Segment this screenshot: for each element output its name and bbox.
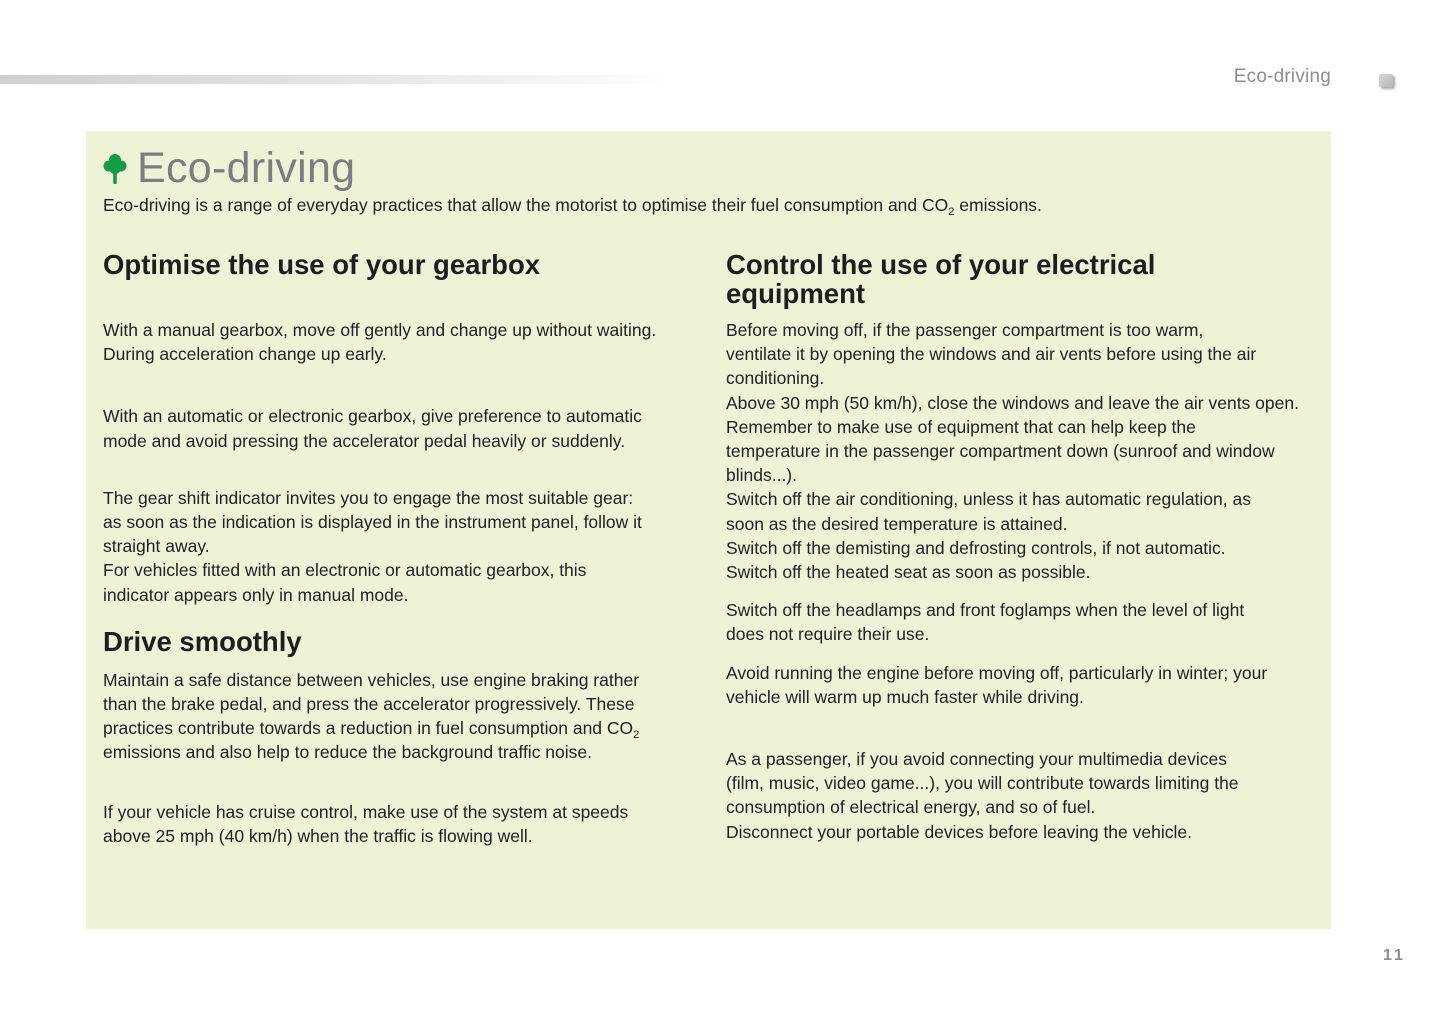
electrical-heading: Control the use of your electrical equipment: [726, 249, 1156, 309]
electrical-paragraph-multimedia: As a passenger, if you avoid connecting your multimedia devices (film, music, video game...), you will contribute towards limiting the consumption of electrical energy, and so of fuel. Disconnect your portable devices before leaving the vehicle.: [726, 749, 1239, 842]
electrical-paragraph-headlamps: Switch off the headlamps and front foglamps when the level of light does not require their use.: [726, 600, 1245, 645]
page-title-row: [103, 144, 355, 192]
drive-smoothly-heading: Drive smoothly: [103, 625, 302, 657]
left-column: [103, 250, 703, 848]
smooth-paragraph-distance: Maintain a safe distance between vehicles, use engine braking rather than the brake pedal, and press the accelerator progressively. These practices contribute towards a reduction in fuel consumption and $CO_2$ emissions and also help to reduce the background traffic noise.: [103, 669, 640, 763]
right-column: [726, 250, 1326, 844]
intro-text: Eco-driving is a range of everyday practices that allow the motorist to optimise their fuel consumption and $CO_2$ emissions.: [103, 195, 1042, 218]
electrical-paragraph-ventilation: Before moving off, if the passenger compartment is too warm, ventilate it by opening the windows and air vents before using the air conditioning. Above 30 mph (50 km/h), close the windows and leave the air vents open. Remember to make use of equipment that can help keep the temperature in the passenger compartment down (sunroof and window blinds...). Switch off the air conditioning, unless it has automatic regulation, as soon as the desired temperature is attained. Switch off the demisting and defrosting controls, if not automatic. Switch off the heated seat as soon as possible.: [726, 320, 1299, 583]
corner-square-icon: [1379, 74, 1393, 87]
page-number: 11: [1383, 947, 1406, 964]
header-rule: [0, 75, 670, 84]
page-title: Eco-driving: [137, 144, 356, 192]
running-header-title: Eco-driving: [1233, 66, 1331, 87]
gearbox-paragraph-automatic: With an automatic or electronic gearbox, give preference to automatic mode and avoid pressing the accelerator pedal heavily or suddenly.: [103, 406, 642, 451]
gearbox-paragraph-manual: With a manual gearbox, move off gently and change up without waiting. During acceleration change up early.: [103, 320, 657, 365]
smooth-paragraph-cruise-control: If your vehicle has cruise control, make use of the system at speeds above 25 mph (40 km/h) when the traffic is flowing well.: [103, 801, 629, 846]
electrical-paragraph-engine: Avoid running the engine before moving off, particularly in winter; your vehicle will warm up much faster while driving.: [726, 662, 1268, 707]
tree-icon: [103, 153, 127, 185]
gearbox-paragraph-indicator: The gear shift indicator invites you to engage the most suitable gear: as soon as the indication is displayed in the instrument panel, follow it straight away. For vehicles fitted with an electronic or automatic gearbox, this indicator appears only in manual mode.: [103, 487, 642, 605]
gearbox-heading: Optimise the use of your gearbox: [103, 249, 541, 280]
